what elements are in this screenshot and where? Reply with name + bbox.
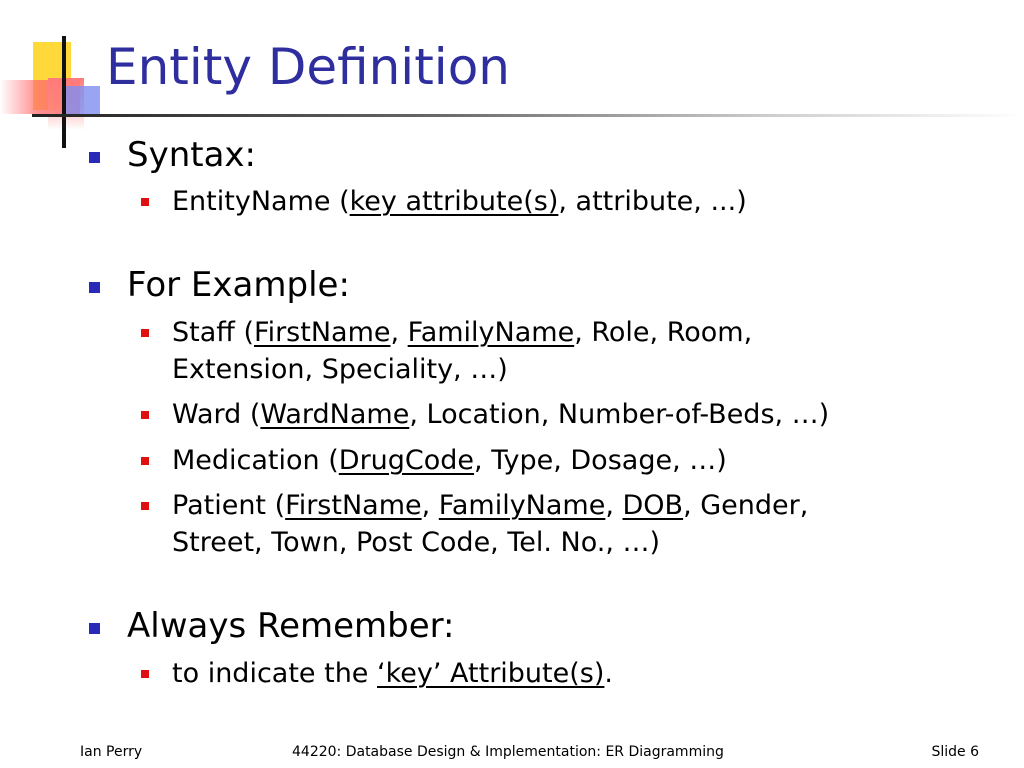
slide-title: Entity Definition — [106, 38, 510, 96]
level2-bullet — [141, 670, 149, 678]
example-patient-line-1 — [172, 488, 808, 524]
example-staff-line-1 — [172, 315, 752, 351]
title-underline-rule — [32, 114, 1024, 117]
text-segment: , — [605, 490, 623, 521]
level2-bullet — [141, 198, 149, 206]
example-medication-line — [172, 443, 727, 479]
key-attribute: key attribute(s) — [349, 186, 559, 217]
key-attribute: FirstName — [285, 490, 422, 521]
text-segment: , Gender, — [683, 490, 809, 521]
text-segment: Ward ( — [172, 399, 261, 430]
text-segment: Medication ( — [172, 445, 339, 476]
text-segment: , Role, Room, — [574, 317, 753, 348]
text-segment: . — [604, 658, 613, 689]
level1-bullet — [89, 152, 100, 163]
level1-bullet — [89, 623, 100, 634]
text-segment: , — [421, 490, 439, 521]
example-staff-line-2 — [172, 352, 508, 388]
footer-slide-number: Slide 6 — [931, 744, 979, 760]
footer-course: 44220: Database Design & Implementation: ER Diagramming — [292, 744, 724, 760]
text-segment: EntityName ( — [172, 186, 350, 217]
level2-bullet — [141, 411, 149, 419]
key-attribute: DrugCode — [338, 445, 475, 476]
section-heading-remember: Always Remember: — [127, 606, 455, 646]
key-attribute: ‘key’ Attribute(s) — [377, 658, 605, 689]
decorative-vertical-rule — [62, 36, 66, 148]
example-patient-line-2 — [172, 525, 660, 561]
level2-bullet — [141, 457, 149, 465]
text-segment: , attribute, ...) — [558, 186, 747, 217]
level2-bullet — [141, 329, 149, 337]
section-heading-syntax: Syntax: — [127, 135, 256, 175]
text-segment: Street, Town, Post Code, Tel. No., …) — [172, 527, 661, 558]
text-segment: , Type, Dosage, …) — [474, 445, 727, 476]
text-segment: Patient ( — [172, 490, 286, 521]
key-attribute: WardName — [260, 399, 410, 430]
section-heading-example: For Example: — [127, 265, 350, 305]
text-segment: , — [390, 317, 408, 348]
syntax-item-line — [172, 184, 747, 220]
decorative-blue-block — [64, 86, 100, 116]
key-attribute: DOB — [622, 490, 684, 521]
key-attribute: FamilyName — [438, 490, 606, 521]
footer-author: Ian Perry — [80, 744, 143, 760]
key-attribute: FamilyName — [407, 317, 575, 348]
text-segment: Extension, Speciality, …) — [172, 354, 508, 385]
text-segment: to indicate the — [172, 658, 378, 689]
key-attribute: FirstName — [254, 317, 391, 348]
level2-bullet — [141, 502, 149, 510]
level1-bullet — [89, 282, 100, 293]
remember-item-line — [172, 656, 613, 692]
example-ward-line — [172, 397, 829, 433]
text-segment: Staff ( — [172, 317, 254, 348]
text-segment: , Location, Number-of-Beds, …) — [409, 399, 830, 430]
